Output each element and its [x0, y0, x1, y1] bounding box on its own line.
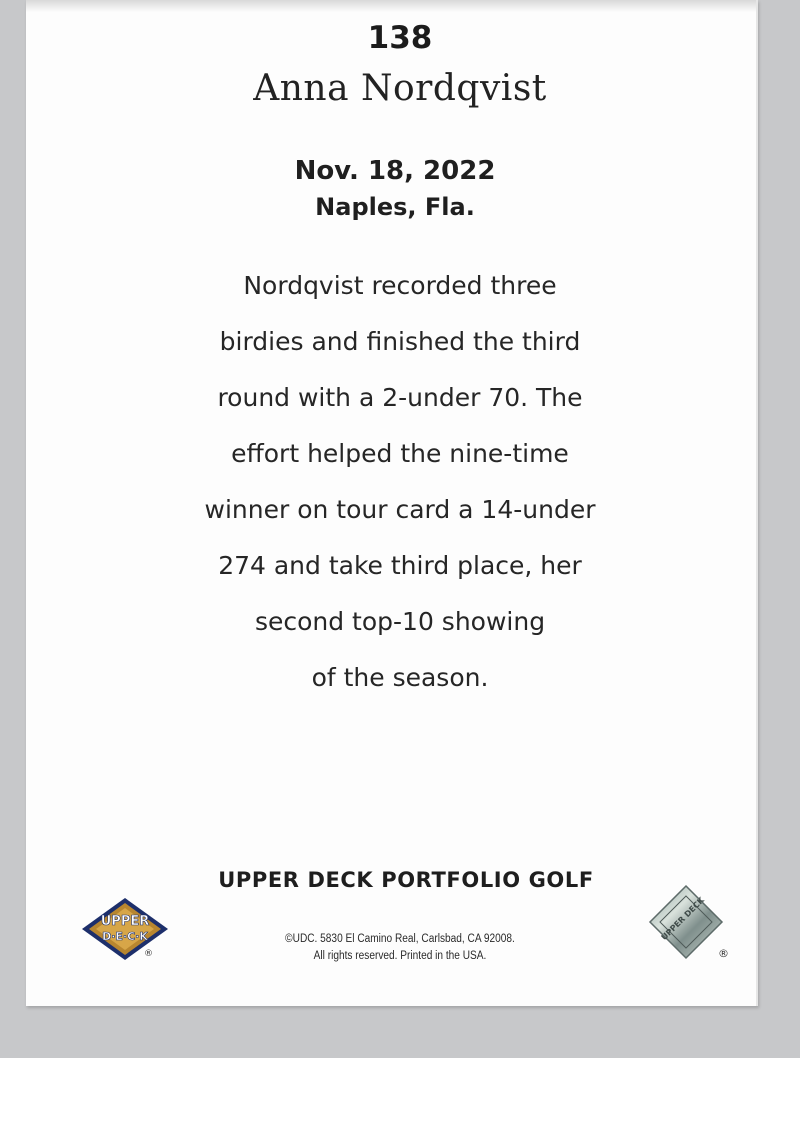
registered-mark: ® — [718, 947, 729, 960]
blurb-line: 274 and take third place, her — [218, 551, 582, 580]
event-date: Nov. 18, 2022 — [294, 156, 496, 186]
copyright-line: All rights reserved. Printed in the USA. — [313, 950, 487, 962]
card-number: 138 — [367, 20, 433, 56]
copyright-line: ©UDC. 5830 El Camino Real, Carlsbad, CA 92008. — [285, 933, 515, 945]
registered-mark: ® — [144, 949, 153, 959]
blurb-line: Nordqvist recorded three — [243, 271, 557, 300]
hologram-text: UPPER DECK — [659, 895, 707, 943]
blurb-line: winner on tour card a 14-under — [204, 495, 596, 524]
card-top-edge — [26, 0, 756, 12]
card-blurb — [150, 258, 650, 706]
blurb-line: of the season. — [311, 663, 489, 692]
event-location: Naples, Fla. — [315, 193, 475, 221]
hologram-sticker-icon — [648, 884, 724, 960]
brand-title: UPPER DECK PORTFOLIO GOLF — [218, 868, 594, 892]
player-name: Anna Nordqvist — [253, 68, 547, 109]
blurb-line: second top-10 showing — [254, 607, 546, 636]
copyright-text — [48, 931, 752, 965]
logo-text-bottom: D·E·C·K — [102, 930, 148, 943]
blurb-line: effort helped the nine-time — [231, 439, 569, 468]
blurb-line: round with a 2-under 70. The — [217, 383, 583, 412]
logo-text-top: UPPER — [100, 914, 150, 929]
blurb-line: birdies and finished the third — [219, 327, 581, 356]
